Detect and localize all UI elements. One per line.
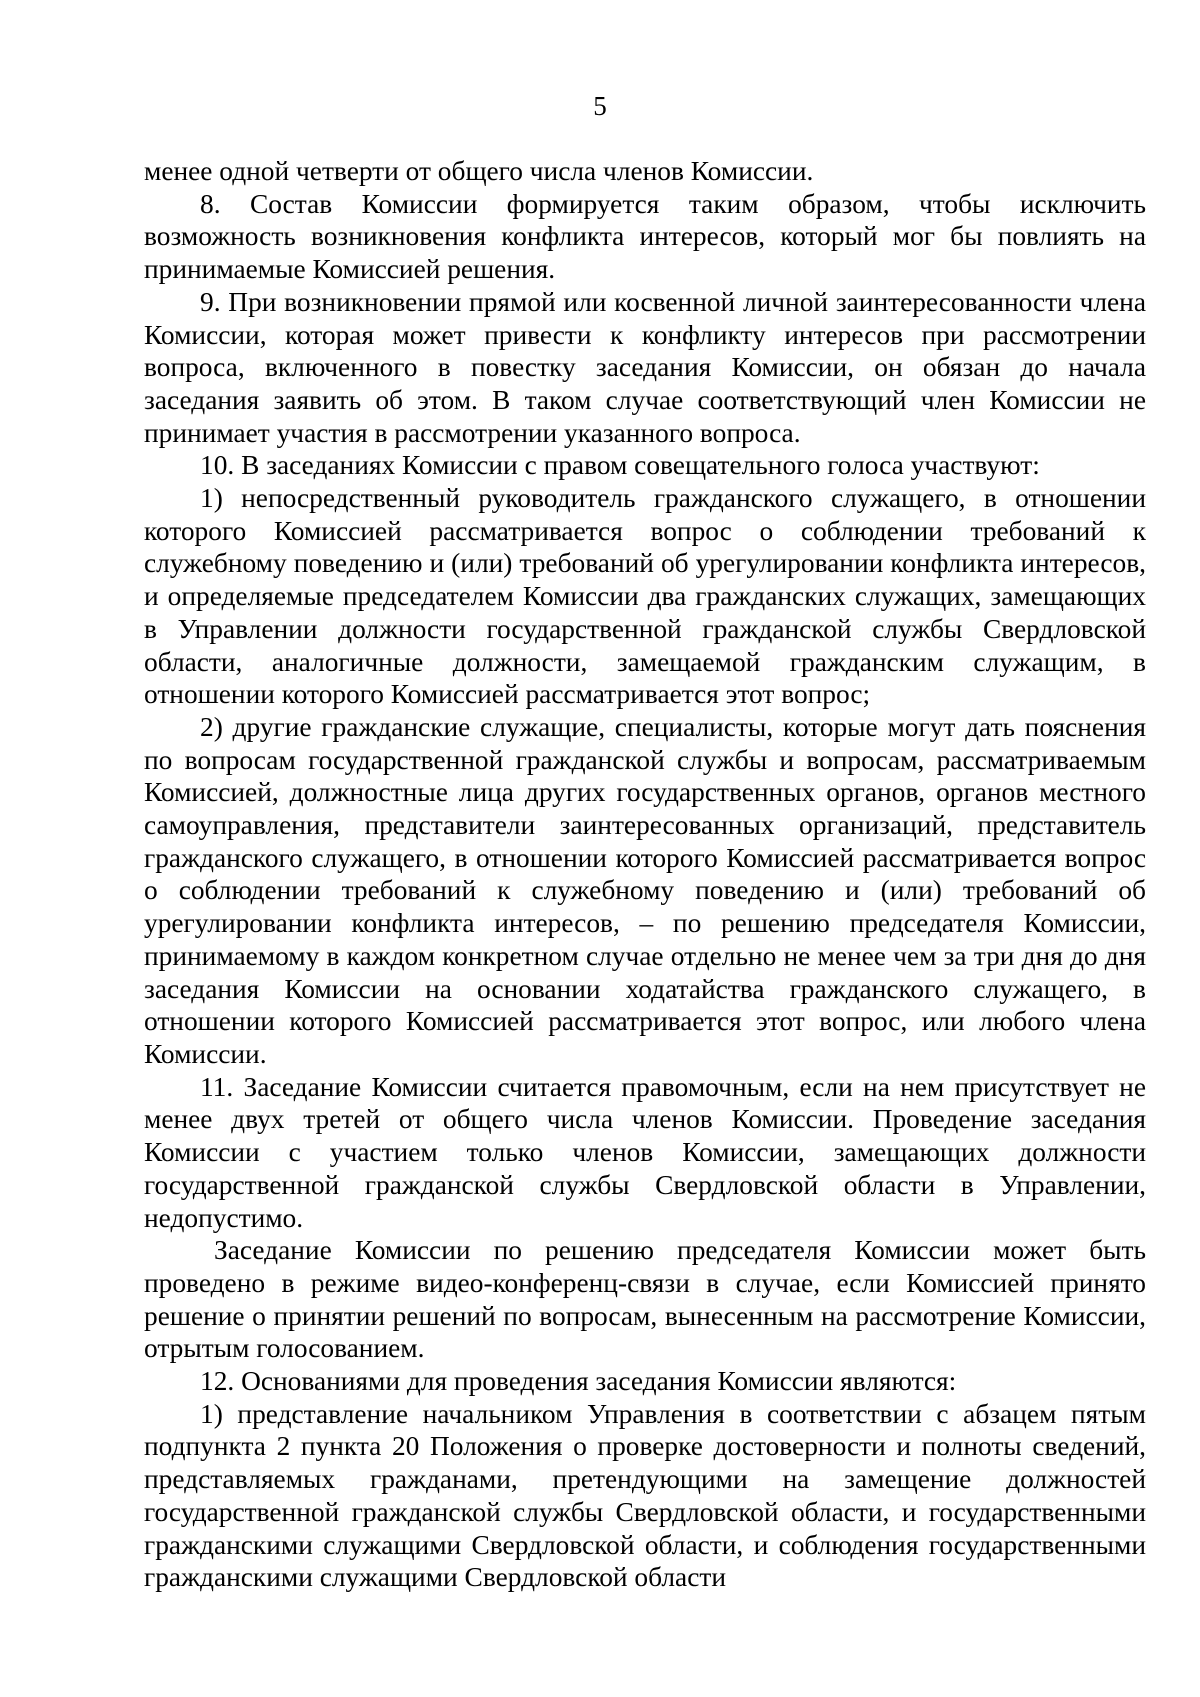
document-body xyxy=(144,155,1146,1594)
paragraph-item-10-2: 2) другие гражданские служащие, специалисты, которые могут дать пояснения по вопросам государственной гражданской службы и вопросам, рассматриваемым Комиссией, должностные лица других государственных органов, органов местного самоуправления, представители заинтересованных организаций, представитель гражданского служащего, в отношении которого Комиссией рассматривается вопрос о соблюдении требований к служебному поведению и (или) требований об урегулировании конфликта интересов, – по решению председателя Комиссии, принимаемому в каждом конкретном случае отдельно не менее чем за три дня до дня заседания Комиссии на основании ходатайства гражданского служащего, в отношении которого Комиссией рассматривается этот вопрос, или любого члена Комиссии. xyxy=(144,711,1146,1069)
paragraph-continuation: менее одной четверти от общего числа членов Комиссии. xyxy=(144,156,814,186)
paragraph-item-10: 10. В заседаниях Комиссии с правом совещательного голоса участвуют: xyxy=(200,450,1040,481)
paragraph-item-9: 9. При возникновении прямой или косвенной личной заинтересованности члена Комиссии, которая может привести к конфликту интересов при рассмотрении вопроса, включенного в повестку заседания Комиссии, он обязан до начала заседания заявить об этом. В таком случае соответствующий член Комиссии не принимает участия в рассмотрении указанного вопроса. xyxy=(144,286,1146,448)
page-number: 5 xyxy=(593,91,607,121)
paragraph-item-11: 11. Заседание Комиссии считается правомочным, если на нем присутствует не менее двух третей от общего числа членов Комиссии. Проведение заседания Комиссии с участием только членов Комиссии, замещающих должности государственной гражданской службы Свердловской области в Управлении, недопустимо. xyxy=(144,1071,1146,1233)
paragraph-item-12-1: 1) представление начальником Управления в соответствии с абзацем пятым подпункта 2 пункта 20 Положения о проверке достоверности и полноты сведений, представляемых гражданами, претендующими на замещение должностей государственной гражданской службы Свердловской области, и государственными гражданскими служащими Свердловской области, и соблюдения государственными гражданскими служащими Свердловской области xyxy=(144,1398,1146,1593)
paragraph-item-8: 8. Состав Комиссии формируется таким образом, чтобы исключить возможность возникновения конфликта интересов, который мог бы повлиять на принимаемые Комиссией решения. xyxy=(144,188,1146,285)
paragraph-item-11-videoconference: Заседание Комиссии по решению председателя Комиссии может быть проведено в режиме видео-конференц-связи в случае, если Комиссией принято решение о принятии решений по вопросам, вынесенным на рассмотрение Комиссии, отрытым голосованием. xyxy=(144,1235,1146,1364)
paragraph-item-10-1: 1) непосредственный руководитель гражданского служащего, в отношении которого Комиссией рассматривается вопрос о соблюдении требований к служебному поведению и (или) требований об урегулировании конфликта интересов, и определяемые председателем Комиссии два гражданских служащих, замещающих в Управлении должности государственной гражданской службы Свердловской области, аналогичные должности, замещаемой гражданским служащим, в отношении которого Комиссией рассматривается этот вопрос; xyxy=(144,483,1146,710)
paragraph-item-12: 12. Основаниями для проведения заседания Комиссии являются: xyxy=(200,1366,957,1397)
